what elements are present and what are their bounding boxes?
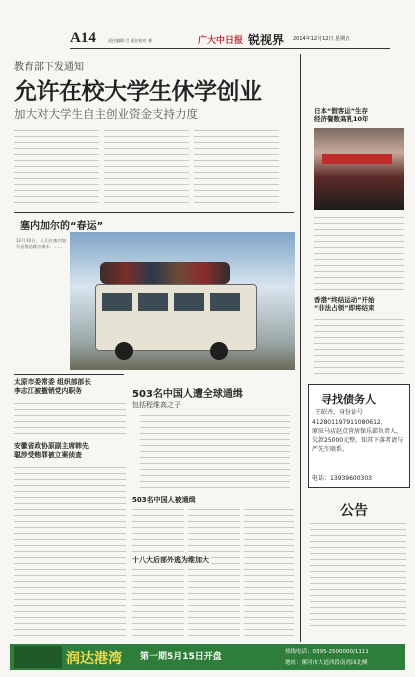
right-story2-title [314, 296, 375, 312]
lead-body-col3 [194, 127, 279, 207]
right-story-title-line1: 日本“假客运”生存 [314, 107, 369, 115]
notice-title: 寻找债务人 [321, 393, 376, 406]
header-rule [70, 48, 390, 49]
masthead [70, 30, 390, 46]
feature-photo [70, 232, 295, 370]
bus-window [138, 293, 168, 311]
brief1-title-line2: 李志江被撤销党内职务 [14, 387, 82, 395]
brief1-title [14, 378, 91, 396]
announcement-title: 公告 [340, 503, 368, 519]
feature-caption: 12月10日，人们在塞内加尔首都达喀尔乘车。…… [16, 238, 66, 249]
notice-name: 王昭齐，身份证号 [315, 409, 364, 416]
lead-body-col2 [104, 127, 189, 207]
protest-banner [322, 154, 392, 164]
footer-ad [10, 644, 405, 670]
brief1-body [14, 400, 126, 438]
right-story-title-line2: 经济餐数高乳10年 [314, 115, 369, 123]
lead-headline: 允许在校大学生休学创业 [14, 79, 262, 105]
mid-headline: 503名中国人遭全球通缉 [132, 389, 243, 400]
lead-kicker: 教育部下发通知 [14, 62, 84, 73]
issue-date: 2014年12月12日 星期五 [293, 36, 351, 42]
feature-title: 塞内加尔的“春运” [20, 221, 104, 232]
ad-tagline: 第一期5月15日开盘 [140, 652, 222, 662]
right-story2-body [314, 316, 404, 376]
ad-hotline: 热线电话：0395-2500000/1111 [285, 649, 369, 655]
debtor-notice [308, 384, 410, 488]
column-divider [300, 54, 301, 642]
mid-subhead: 包括程维高之子 [132, 401, 181, 409]
protest-photo [314, 128, 404, 210]
brief2-title-line1: 安徽省政协原副主席韩先 [14, 442, 89, 450]
bus-window [210, 293, 240, 311]
bus-body [95, 284, 257, 351]
rooftop-passengers [100, 262, 230, 284]
mid-subhead-1: 503名中国人被通缉 [132, 496, 196, 504]
mid-body-col3 [244, 506, 294, 636]
bus-wheel [210, 342, 228, 360]
editor-credit: 责任编辑 吕 责任校对 龚 [108, 38, 152, 43]
right-story2-title-line1: 香港“终结运动”开始 [314, 296, 375, 304]
ad-logo-block [14, 646, 62, 668]
mid-subhead-2: 十八大后部外逃为维加大 [132, 556, 209, 564]
brief-rule [14, 374, 124, 375]
mid-body-col1 [132, 506, 184, 636]
notice-phone: 电话：13939600303 [312, 475, 372, 482]
right-story2-title-line2: “非法占领”即将结束 [314, 304, 375, 312]
right-story-body [314, 214, 404, 294]
bus-window [174, 293, 204, 311]
ad-address: 地址：漯河市大道西段南湾园北侧 [285, 660, 368, 666]
notice-id: 412801197911080612， [312, 419, 387, 426]
ad-brand: 润达港湾 [66, 651, 122, 667]
lead-body-col1 [14, 127, 99, 207]
brief2-title [14, 442, 89, 460]
brief2-title-line2: 聪涉受贿罪被立案侦查 [14, 451, 82, 459]
section-title: 锐视界 [248, 33, 285, 47]
announcement-body [310, 520, 406, 630]
mid-intro [140, 412, 290, 490]
brief1-title-line1: 太原市委常委 组织部部长 [14, 378, 92, 386]
page-code: A14 [70, 30, 96, 46]
lead-subhead: 加大对大学生自主创业资金支持力度 [14, 107, 198, 121]
bus-wheel [115, 342, 133, 360]
notice-body: 原驻马店赵点营房保乐部负责人，欠款25000元整。知其下落者请与严先生联系。 [312, 428, 404, 453]
bus-window [102, 293, 132, 311]
brief2-body [14, 464, 126, 636]
right-story-title [314, 107, 369, 123]
mid-body-col2 [188, 506, 240, 636]
feature-rule [14, 212, 294, 213]
newspaper-logo: 广大中日报 [198, 36, 244, 46]
